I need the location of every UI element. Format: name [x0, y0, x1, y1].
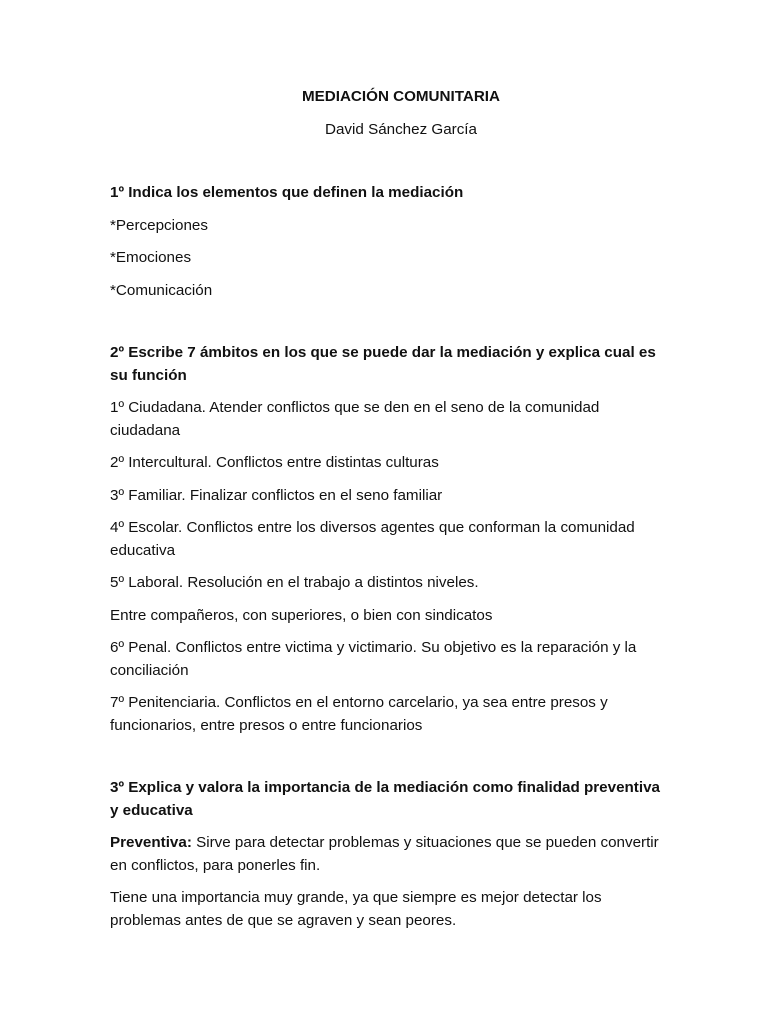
preventiva-label: Preventiva:: [110, 834, 192, 851]
preventiva-paragraph: [110, 832, 668, 877]
question-3: [110, 777, 668, 932]
list-item: *Emociones: [110, 249, 192, 266]
preventiva-text: Sirve para detectar problemas y situaciones que se pueden convertir en conflictos, para ponerles fin.: [110, 834, 659, 874]
list-item: 4º Escolar. Conflictos entre los diversos agentes que conforman la comunidad educativa: [110, 519, 635, 559]
question-2-heading: 2º Escribe 7 ámbitos en los que se puede dar la mediación y explica cual es su función: [110, 344, 656, 384]
question-2: [110, 342, 668, 737]
question-1: [110, 182, 668, 302]
list-item: 2º Intercultural. Conflictos entre distintas culturas: [110, 454, 439, 471]
list-item: 7º Penitenciaria. Conflictos en el entorno carcelario, ya sea entre presos y funcionarios, entre presos o entre funcionarios: [110, 694, 608, 734]
list-item: 5º Laboral. Resolución en el trabajo a distintos niveles.: [110, 574, 479, 591]
list-item: 6º Penal. Conflictos entre victima y victimario. Su objetivo es la reparación y la conciliación: [110, 639, 637, 679]
list-item: *Percepciones: [110, 216, 208, 234]
document-author: David Sánchez García: [325, 120, 477, 138]
list-item: *Comunicación: [110, 281, 213, 299]
list-item: 1º Ciudadana. Atender conflictos que se den en el seno de la comunidad ciudadana: [110, 399, 600, 439]
question-1-heading: 1º Indica los elementos que definen la mediación: [110, 184, 464, 201]
question-3-heading: 3º Explica y valora la importancia de la mediación como finalidad preventiva y educativa: [110, 779, 660, 819]
list-item: Entre compañeros, con superiores, o bien con sindicatos: [110, 606, 493, 624]
list-item: 3º Familiar. Finalizar conflictos en el seno familiar: [110, 486, 443, 504]
importance-paragraph: Tiene una importancia muy grande, ya que siempre es mejor detectar los problemas antes de que se agraven y sean peores.: [110, 889, 602, 929]
document-title: MEDIACIÓN COMUNITARIA: [302, 88, 500, 105]
